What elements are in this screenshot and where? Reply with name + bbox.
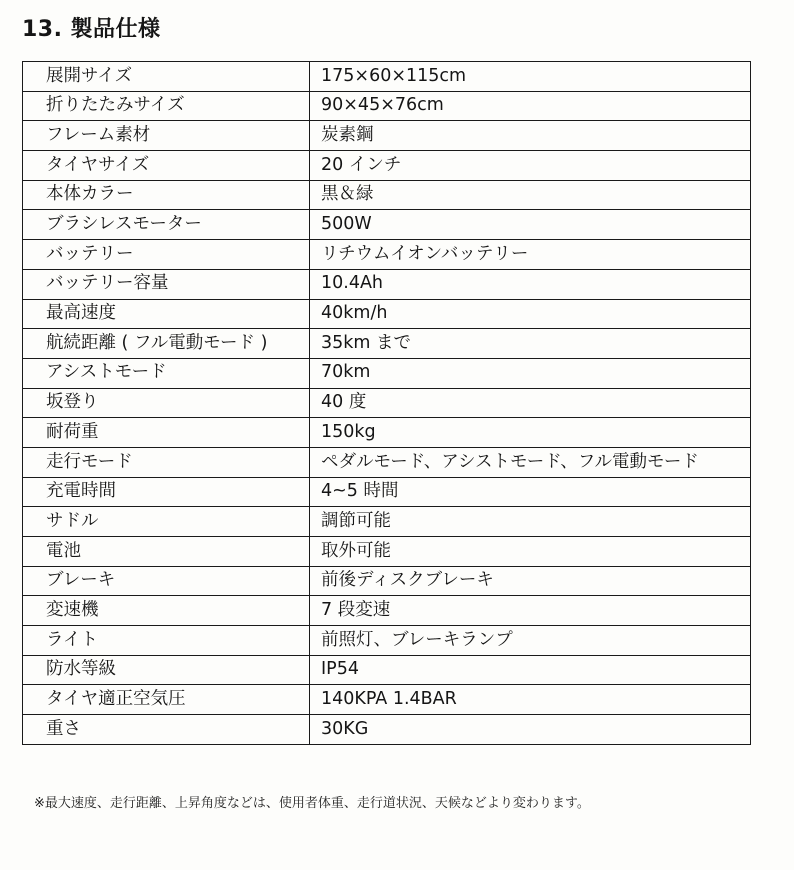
spec-label: 重さ (23, 715, 310, 745)
spec-label: バッテリー容量 (23, 269, 310, 299)
spec-value: 10.4Ah (310, 269, 751, 299)
spec-value: 7 段変速 (310, 596, 751, 626)
spec-value: ペダルモード、アシストモード、フル電動モード (310, 447, 751, 477)
spec-row-tire-pressure (23, 685, 751, 715)
spec-row-max-speed (23, 299, 751, 329)
section-number: 13. (22, 17, 63, 42)
spec-label: ブレーキ (23, 566, 310, 596)
spec-label: 坂登り (23, 388, 310, 418)
spec-label: タイヤサイズ (23, 151, 310, 181)
section-heading (22, 12, 161, 43)
spec-row-motor (23, 210, 751, 240)
spec-value: 20 インチ (310, 151, 751, 181)
spec-label: 折りたたみサイズ (23, 91, 310, 121)
spec-row-battery-capacity (23, 269, 751, 299)
spec-row-gears (23, 596, 751, 626)
spec-label: 電池 (23, 537, 310, 567)
spec-row-weight (23, 715, 751, 745)
spec-row-brakes (23, 566, 751, 596)
spec-value: 炭素鋼 (310, 121, 751, 151)
spec-label: フレーム素材 (23, 121, 310, 151)
spec-row-frame-material (23, 121, 751, 151)
spec-label: 航続距離 ( フル電動モード ) (23, 329, 310, 359)
spec-label: 充電時間 (23, 477, 310, 507)
spec-label: 本体カラー (23, 180, 310, 210)
spec-label: ライト (23, 626, 310, 656)
spec-label: 耐荷重 (23, 418, 310, 448)
spec-row-riding-modes (23, 447, 751, 477)
spec-value: 前照灯、ブレーキランプ (310, 626, 751, 656)
spec-value: 30KG (310, 715, 751, 745)
spec-value: 140KPA 1.4BAR (310, 685, 751, 715)
spec-row-climbing (23, 388, 751, 418)
spec-row-body-color (23, 180, 751, 210)
spec-value: IP54 (310, 655, 751, 685)
spec-row-unfolded-size (23, 62, 751, 92)
footnote: ※最大速度、走行距離、上昇角度などは、使用者体重、走行道状況、天候などより変わります。 (34, 796, 590, 811)
spec-value: 150kg (310, 418, 751, 448)
spec-row-lights (23, 626, 751, 656)
spec-row-battery (23, 240, 751, 270)
spec-value: 黒＆緑 (310, 180, 751, 210)
spec-row-removable-battery (23, 537, 751, 567)
spec-label: 変速機 (23, 596, 310, 626)
spec-value: 70km (310, 358, 751, 388)
spec-label: バッテリー (23, 240, 310, 270)
spec-value: 前後ディスクブレーキ (310, 566, 751, 596)
spec-value: 調節可能 (310, 507, 751, 537)
spec-row-range-assist (23, 358, 751, 388)
spec-value: 90×45×76cm (310, 91, 751, 121)
spec-value: 取外可能 (310, 537, 751, 567)
spec-value: 40km/h (310, 299, 751, 329)
spec-value: 500W (310, 210, 751, 240)
spec-label: 走行モード (23, 447, 310, 477)
spec-row-load-capacity (23, 418, 751, 448)
spec-label: サドル (23, 507, 310, 537)
spec-row-folded-size (23, 91, 751, 121)
spec-label: アシストモード (23, 358, 310, 388)
spec-row-range-electric (23, 329, 751, 359)
section-title: 製品仕様 (70, 17, 161, 42)
spec-row-saddle (23, 507, 751, 537)
spec-value: 4~5 時間 (310, 477, 751, 507)
spec-label: 展開サイズ (23, 62, 310, 92)
spec-table (22, 61, 751, 745)
spec-row-charge-time (23, 477, 751, 507)
spec-label: ブラシレスモーター (23, 210, 310, 240)
spec-value: 40 度 (310, 388, 751, 418)
spec-value: 175×60×115cm (310, 62, 751, 92)
spec-label: タイヤ適正空気圧 (23, 685, 310, 715)
spec-label: 防水等級 (23, 655, 310, 685)
spec-row-waterproof (23, 655, 751, 685)
spec-row-tire-size (23, 151, 751, 181)
spec-label: 最高速度 (23, 299, 310, 329)
spec-value: 35km まで (310, 329, 751, 359)
spec-value: リチウムイオンバッテリー (310, 240, 751, 270)
